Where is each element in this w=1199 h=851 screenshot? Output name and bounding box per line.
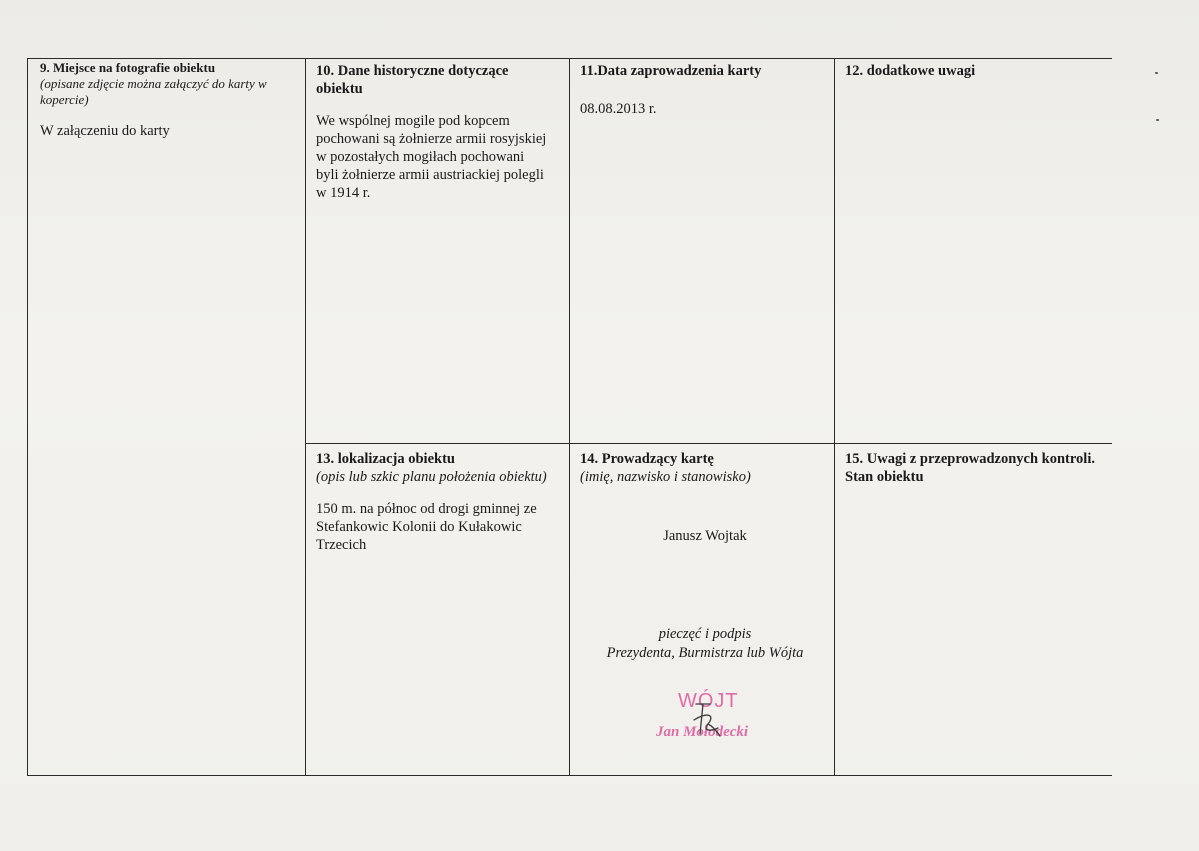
cell-14-keeper-name: Janusz Wojtak (663, 528, 747, 544)
cell-13-subtitle: (opis lub szkic planu położenia obiektu) (316, 469, 547, 485)
scan-speck (1156, 119, 1159, 121)
table-left-border (27, 58, 28, 776)
cell-14-card-keeper (580, 450, 830, 486)
cell-15-title: 15. Uwagi z przeprowadzonych kontroli. Stan obiektu (845, 451, 1095, 485)
cell-13-object-location (316, 450, 560, 554)
table-column-divider-1 (305, 58, 306, 776)
cell-15-inspection-notes (845, 450, 1100, 486)
cell-11-title: 11.Data zaprowadzenia karty (580, 63, 762, 79)
cell-13-title: 13. lokalizacja obiektu (316, 451, 455, 467)
cell-13-body: 150 m. na północ od drogi gminnej ze Stefankowic Kolonii do Kułakowic Trzecich (316, 501, 537, 553)
cell-11-body: 08.08.2013 r. (580, 101, 657, 117)
cell-9-photo-location (40, 60, 295, 140)
cell-9-body: W załączeniu do karty (40, 123, 170, 139)
table-middle-border (305, 443, 1112, 444)
stamp-title: WÓJT (678, 690, 739, 712)
cell-14-sign-line-2: Prezydenta, Burmistrza lub Wójta (606, 645, 804, 661)
cell-12-additional-notes (845, 62, 1105, 80)
cell-10-historical-data (316, 62, 554, 202)
cell-10-title: 10. Dane historyczne dotyczące obiektu (316, 63, 509, 97)
cell-14-subtitle: (imię, nazwisko i stanowisko) (580, 469, 751, 485)
table-column-divider-2 (569, 58, 570, 776)
table-column-divider-3 (834, 58, 835, 776)
stamp-name: Jan Mołodecki (656, 724, 749, 740)
cell-10-body: We wspólnej mogile pod kopcem pochowani są żołnierze armii rosyjskiej w pozostałych mogiłach pochowani byli żołnierze armii austriackiej polegli w 1914 r. (316, 113, 547, 201)
cell-12-title: 12. dodatkowe uwagi (845, 63, 976, 79)
cell-14-sign-line-1: pieczęć i podpis (658, 626, 752, 642)
scan-speck (1155, 72, 1158, 74)
official-stamp (650, 690, 770, 750)
cell-14-title: 14. Prowadzący kartę (580, 451, 714, 467)
handwritten-signature (650, 690, 770, 750)
cell-9-title: 9. Miejsce na fotografie obiektu (40, 60, 216, 75)
cell-11-card-date (580, 62, 825, 118)
cell-9-subtitle: (opisane zdjęcie można załączyć do karty w kopercie) (40, 76, 267, 107)
